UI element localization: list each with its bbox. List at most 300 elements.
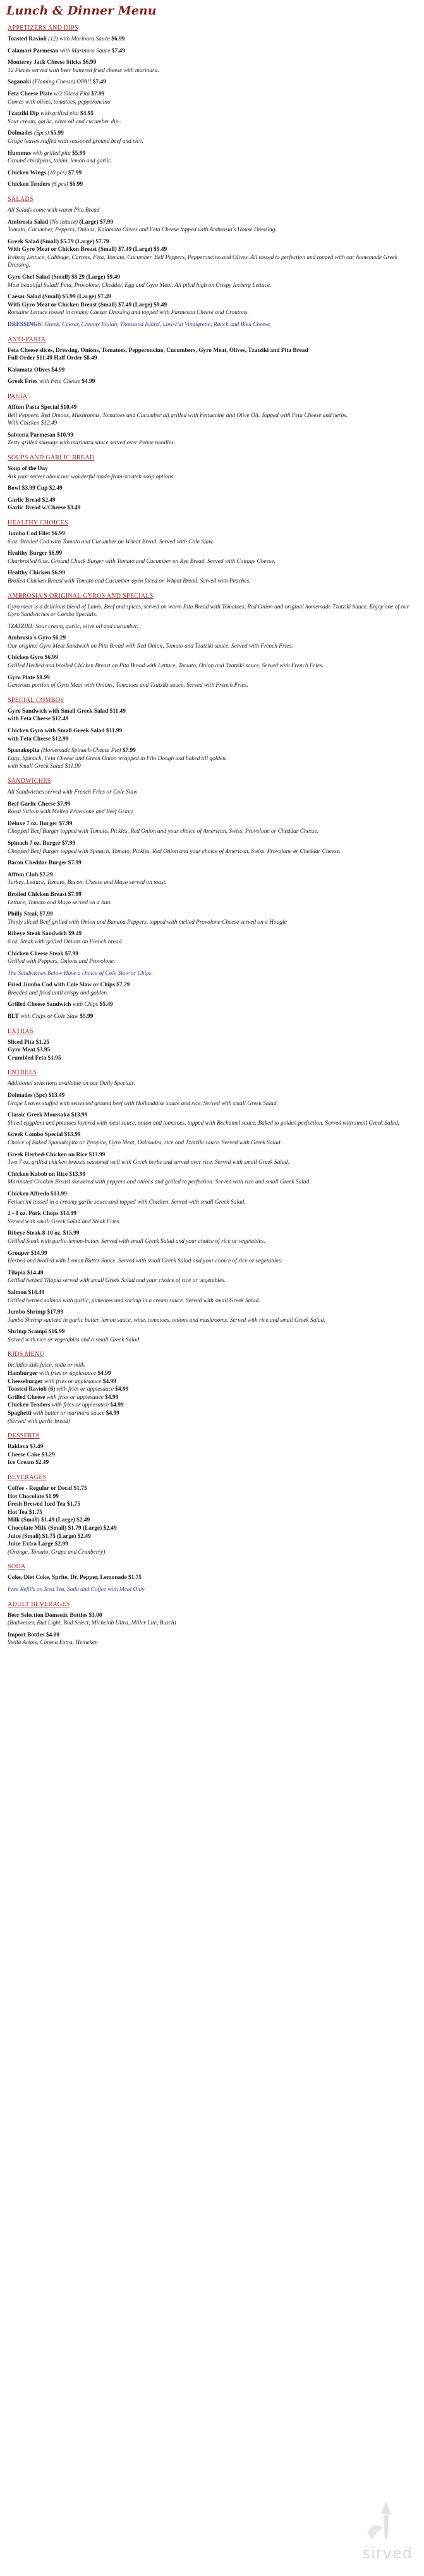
menu-item <box>8 1370 412 1378</box>
menu-item <box>8 497 412 512</box>
section-heading: BEVERAGES <box>8 1474 47 1481</box>
section-kids <box>8 1351 412 1425</box>
menu-item <box>8 1289 412 1305</box>
section-intro: All Sandwiches served with French Fries or Cole Slaw <box>8 789 138 795</box>
section-desserts <box>8 1432 412 1467</box>
item-price: $6.99 <box>69 181 83 188</box>
item-name: Feta Cheese slices, Dressing, Onions, Tomatoes, Pepperoncino, Cucumbers, Gyro Meat, Olives, Tzatziki and Pita Bread <box>8 347 308 354</box>
section-pasta <box>8 393 412 447</box>
item-description: Served with small Greek Salad and Steak Fries. <box>8 1218 121 1225</box>
section-intro: TZATZIKI: Sour cream, garlic, olive oil and cucumber. <box>8 623 138 630</box>
item-price: $4.99 <box>97 1370 111 1377</box>
item-description: Comes with olives, tomatoes, pepperoncino <box>8 99 111 106</box>
item-name: Saganaki <box>8 79 31 86</box>
item-name: Beef Garlic Cheese $7.99 <box>8 801 71 807</box>
item-price: $5.99 <box>72 150 86 157</box>
menu-item <box>8 1055 412 1063</box>
menu-item <box>8 820 412 836</box>
item-name: Beer Selection Domestic Bottles $3.00 <box>8 1612 102 1619</box>
menu-item <box>8 432 412 447</box>
item-description: Choice of Baked Spanakopita or Tyropita, Gyro Meat, Dolmades, rice and Tzatziki sauce. Served with Greek Salad. <box>8 1140 282 1146</box>
menu-item <box>8 930 412 946</box>
item-description: Two 7 oz. grilled chicken breasts seasoned well with Greek herbs and served over rice. Served with small Greek Salad. <box>8 1159 289 1166</box>
item-description: Romaine Lettuce tossed in creamy Caesar Dressing and topped with Parmesan Cheese and Croutons. <box>8 310 249 317</box>
menu-item <box>8 1631 412 1647</box>
menu-item <box>8 1533 412 1541</box>
item-name: Fresh Brewed Iced Tea $1.75 <box>8 1501 81 1508</box>
item-note: (Flaming Cheese) OPA!! <box>32 79 92 86</box>
item-description: Roast Sirloin with Melted Provolone and Beef Gravy. <box>8 809 135 816</box>
section-salads <box>8 196 412 329</box>
menu-item <box>8 1386 412 1394</box>
page-title: Lunch & Dinner Menu <box>6 4 157 18</box>
item-description: Turkey, Lettuce, Tomato, Bacon, Cheese and Mayo served on toast. <box>8 880 167 886</box>
item-price: $7.99 <box>91 90 105 97</box>
menu-item <box>8 1151 412 1167</box>
item-description: Ground chickpeas, tahini, lemon and garlic. <box>8 158 112 165</box>
item-name: Greek Combo Special $13.99 <box>8 1132 81 1139</box>
item-price: $4.99 <box>105 1394 119 1401</box>
item-price: $4.99 <box>106 1410 119 1417</box>
item-line2: with Feta Cheese $12.99 <box>8 735 69 742</box>
section-heading: ANTI-PASTA <box>8 336 46 343</box>
item-name: Hamburger <box>8 1370 38 1377</box>
item-description: Bell Peppers, Red Onions, Mushrooms, Tomatoes and Cucumber all grilled with Fettuccine and Olive Oil. Topped with Feta Cheese and herbs. <box>8 412 348 419</box>
menu-item <box>8 110 412 126</box>
item-description: Marinated Chicken Breast skewered with peppers and onions and grilled to perfection. Served with rice and small Greek Salad. <box>8 1179 311 1186</box>
item-name: Chicken Gyro $6.99 <box>8 655 58 662</box>
item-name: Chicken Tenders <box>8 1402 51 1409</box>
item-name: Grouper $14.99 <box>8 1250 47 1257</box>
item-name: Tilapia $14.49 <box>8 1269 44 1276</box>
item-description: 6 oz. Steak with grilled Onions on French bread. <box>8 938 123 945</box>
section-heading: HEALTHY CHOICES <box>8 519 68 526</box>
section-heading: APPETIZERS AND DIPS <box>8 25 78 32</box>
item-name: Cheeseburger <box>8 1378 43 1385</box>
item-name: Chocolate Milk (Small) $1.79 (Large) $2.49 <box>8 1525 117 1532</box>
item-name: Kalamata Olives <box>8 366 50 373</box>
item-note: with fries or applesauce <box>44 1378 102 1385</box>
soda-line: Coke, Diet Coke, Sprite, Dr. Pepper, Lemonade $1.75 <box>8 1575 142 1581</box>
item-name: BLT <box>8 1013 19 1020</box>
item-description: 6 oz. Broiled Cod with Tomato and Cucumber on Wheat Bread. Served with Cole Slaw. <box>8 538 214 545</box>
section-heading: SANDWICHES <box>8 778 51 785</box>
item-price: (Large) $7.99 <box>79 219 114 226</box>
item-note: with fries or applesauce <box>51 1402 109 1409</box>
item-note: with Chips or Cole Slaw <box>20 1013 78 1020</box>
item-description: Tomato, Cucumber, Peppers, Onions, Kalamata Olives and Feta Cheese topped with Ambrosia's House Dressing. <box>8 227 277 234</box>
menu-item <box>8 654 412 670</box>
section-note: Free Refills on Iced Tea, Soda and Coffee with Meal Only <box>8 1586 145 1593</box>
item-name: Shrimp Scampi $16.99 <box>8 1329 65 1336</box>
item-name: Fried Jumbo Cod with Cole Slaw or Chips $7.29 <box>8 982 130 989</box>
item-name: Coffee - Regular or Decaf $1.75 <box>8 1485 87 1492</box>
section-intro: Includes kids juice, soda or milk. <box>8 1362 86 1369</box>
menu-item <box>8 274 412 289</box>
menu-item <box>8 1250 412 1266</box>
menu-item <box>8 1046 412 1055</box>
menu-item <box>8 891 412 907</box>
item-list <box>8 465 412 512</box>
menu-item <box>8 1328 412 1344</box>
item-price: $7.49 <box>111 47 125 54</box>
item-name: Ice Cream $2.49 <box>8 1460 49 1466</box>
item-name: Gyro Sandwich with Small Greek Salad $11.49 <box>8 708 126 715</box>
menu-item <box>8 130 412 145</box>
section-combos <box>8 697 412 771</box>
item-name: Sliced Pita $1.25 <box>8 1039 49 1046</box>
item-line2: With Gyro Meat or Chicken Breast (Small) $7.49 (Large) $9.49 <box>8 301 167 308</box>
item-note: with butter or marinara sauce <box>33 1410 105 1417</box>
item-description: 12 Pieces served with beer battered fried cheese with marinara. <box>8 67 159 74</box>
menu-item <box>8 1509 412 1517</box>
item-name: Salmon $14.49 <box>8 1289 45 1296</box>
item-name: Greek Herbed-Chicken on Rice $13.99 <box>8 1151 106 1158</box>
item-note: with Chips <box>72 1001 99 1008</box>
menu-item <box>8 219 412 234</box>
item-list <box>8 1039 412 1063</box>
item-description: Breaded and fried until crispy and golden. <box>8 989 109 996</box>
dressings-label: DRESSINGS: <box>8 322 44 329</box>
menu-item <box>8 981 412 997</box>
menu-item <box>8 1171 412 1187</box>
item-note: (Orange, Tomato, Grape and Cranberry) <box>8 1549 106 1556</box>
item-description: Grilled Steak with garlic-lemon-butter. Served with small Greek Salad and your choice of rice or vegetables. <box>8 1238 265 1245</box>
menu-item <box>8 1451 412 1460</box>
item-note: with grilled pita <box>32 150 71 157</box>
item-name: Toasted Ravioli <box>8 36 47 42</box>
menu-item <box>8 1493 412 1501</box>
section-note: The Sandwiches Below Have a choice of Cole Slaw or Chips. <box>8 970 153 977</box>
section-healthy <box>8 519 412 586</box>
item-line2: with Feta Cheese $12.49 <box>8 716 69 723</box>
item-note: with Marinara Sauce <box>59 47 111 54</box>
item-name: Garlic Bread $2.49 <box>8 497 56 504</box>
item-extra: with Small Greek Salad $11.99 <box>8 763 81 770</box>
section-soda <box>8 1563 412 1593</box>
menu-item <box>8 1210 412 1226</box>
item-name: Broiled Chicken Breast $7.99 <box>8 891 82 898</box>
item-name: Toasted Ravioli (6) <box>8 1386 56 1393</box>
item-name: Affton Pasta Special $10.49 <box>8 404 77 411</box>
item-description: Broiled Chicken Breast with Tomato and Cucumber open faced on Wheat Bread. Served with Peaches. <box>8 577 251 584</box>
section-heading: ADULT BEVERAGES <box>8 1600 70 1608</box>
menu-item <box>8 727 412 743</box>
item-list <box>8 1485 412 1556</box>
menu-item <box>8 347 412 363</box>
menu-item <box>8 1378 412 1386</box>
menu-item <box>8 569 412 585</box>
item-name: Deluxe 7 oz. Burger $7.99 <box>8 820 73 827</box>
section-heading: EXTRAS <box>8 1027 33 1035</box>
item-description: Charbroiled 6 oz. Ground Chuck Burger with Tomato and Cucumber on Rye Bread. Served with Cottage Cheese. <box>8 558 276 565</box>
item-description: Most beautiful Salad! Feta, Provolone, Cheddar, Egg and Gyro Meat. All piled high on Crispy Iceberg Lettuce. <box>8 282 272 289</box>
item-list <box>8 219 412 318</box>
item-name: Spanakopita <box>8 747 40 754</box>
item-description: Thinly sliced Beef grilled with Onion and Banana Peppers, topped with melted Provolone Cheese served on a Hoagie <box>8 919 287 926</box>
menu-item <box>8 950 412 966</box>
item-description: Chopped Beef Burger topped with Tomato, Pickles, Red Onion and your choice of American, Swiss, Provolone or Cheddar Cheese. <box>8 828 319 835</box>
item-description: Grape leaves stuffed with seasoned ground beef and rice. <box>8 138 143 145</box>
menu-item <box>8 708 412 723</box>
menu-item <box>8 1410 412 1418</box>
menu-item <box>8 1612 412 1628</box>
section-appetizers <box>8 25 412 189</box>
menu-item <box>8 485 412 493</box>
item-description: Stella Artois, Corona Extra, Heineken <box>8 1640 98 1647</box>
item-note: (10 pcs) <box>47 169 67 176</box>
item-name: Jumbo Cod Filet $6.99 <box>8 530 65 537</box>
item-name: Cheese Cake $3.29 <box>8 1451 55 1458</box>
menu-item <box>8 404 412 428</box>
item-name: Calamari Parmesan <box>8 47 59 54</box>
item-list <box>8 1612 412 1647</box>
item-description: Iceberg Lettuce, Cabbage, Carrots, Feta, Tomato, Cucumber, Bell Peppers, Pepperoncino and Olives. All tossed to perfection and topped with our homemade Greek Dressing. <box>8 254 398 269</box>
item-description: Grilled Herbed and broiled Chicken Breast on Pita Bread with Lettuce, Tomato, Onion and Tzatziki sauce. Served with French Fries. <box>8 663 324 670</box>
item-name: Import Bottles $4.00 <box>8 1631 60 1638</box>
item-note: (Served with garlic bread) <box>8 1418 70 1425</box>
menu-item <box>8 78 412 87</box>
item-price: $4.99 <box>115 1386 129 1393</box>
item-note: with fries or applesauce <box>46 1394 104 1401</box>
item-name: Milk (Small) $1.49 (Large) $2.49 <box>8 1517 90 1524</box>
menu-item <box>8 871 412 887</box>
item-name: Chicken Kabob on Rice $13.99 <box>8 1171 86 1178</box>
menu-item <box>8 90 412 106</box>
item-price: $4.99 <box>51 366 65 373</box>
menu-item <box>8 1190 412 1206</box>
menu-item <box>8 1540 412 1549</box>
section-gyros <box>8 593 412 690</box>
menu-item <box>8 1111 412 1127</box>
item-description: Chopped Beef Burger topped with Spinach, Tomato, Pickles, Red Onion and your choice of American, Swiss, Provolone or Cheddar Cheese. <box>8 848 341 855</box>
item-description: Grilled herbed salmon with garlic, pimentos and shrimp in a cream sauce. Served with small Greek Salad. <box>8 1297 260 1304</box>
section-heading: DESSERTS <box>8 1432 40 1440</box>
menu-item <box>8 293 412 317</box>
menu-item <box>8 840 412 856</box>
menu-item <box>8 169 412 178</box>
item-note: (No lettuce) <box>49 219 78 226</box>
section-heading: SOUPS AND GARLIC BREAD <box>8 454 95 461</box>
item-name: Gyro Chef Salad (Small) $8.29 (Large) $9.49 <box>8 274 120 281</box>
item-name: Chicken Tenders <box>8 181 51 188</box>
item-description: Jumbo Shrimp sauteed in garlic butter, lemon sauce, wine, tomatoes, onions and mushrooms. Served with rice and small Greek Salad. <box>8 1317 325 1324</box>
section-heading: PASTA <box>8 393 28 400</box>
item-description: Our original Gyro Meat Sandwich on Pita Bread with Red Onion, Tomato and Tzatziki sauce. Served with French Fries. <box>8 643 293 650</box>
item-description: Eggs, Spinach, Feta Cheese and Green Onion wrapped in Filo Dough and baked till golden. <box>8 755 227 762</box>
item-name: Tzatziki Dip <box>8 111 39 118</box>
menu-item <box>8 47 412 56</box>
item-price: $4.99 <box>110 1402 124 1409</box>
item-list <box>8 35 412 189</box>
item-name: Greek Fries <box>8 378 38 385</box>
item-name: Caesar Salad (Small) $5.99 (Large) $7.49 <box>8 294 111 301</box>
item-name: Juice Extra Large $2.99 <box>8 1541 68 1548</box>
item-note: (5pcs) <box>33 130 49 137</box>
item-price: $7.49 <box>92 79 106 86</box>
item-description: Sour cream, garlic, olive oil and cucumber dip.. <box>8 118 122 125</box>
menu-item <box>8 1230 412 1245</box>
menu-item <box>8 1443 412 1451</box>
section-heading: SALADS <box>8 195 33 203</box>
item-line2: Full Order $11.49 Half Order $8.49 <box>8 355 97 362</box>
item-name: Classic Greek Moussaka $13.99 <box>8 1112 88 1119</box>
menu-item <box>8 465 412 481</box>
section-beverages <box>8 1474 412 1556</box>
item-name: Hummus <box>8 150 31 157</box>
item-note: (12) with Marinara Sauce <box>48 36 110 42</box>
menu-item <box>8 59 412 75</box>
item-name: Chicken Alfredo $13.99 <box>8 1190 67 1197</box>
item-price: $6.99 <box>111 36 125 42</box>
item-name: Affton Club $7.29 <box>8 871 53 878</box>
menu-item <box>8 859 412 868</box>
section-intro: All Salads come with warm Pita Bread <box>8 207 100 214</box>
item-name: Juice (Small) $1.75 (Large) $2.49 <box>8 1533 91 1540</box>
item-name: Healthy Chicken $6.99 <box>8 570 65 577</box>
item-name: Soup of the Day <box>8 465 48 472</box>
section-sandwiches <box>8 778 412 1021</box>
menu-item <box>8 1525 412 1533</box>
menu-item <box>8 1459 412 1467</box>
menu-item <box>8 1501 412 1509</box>
menu-item <box>8 1092 412 1108</box>
menu-content <box>0 25 412 1647</box>
item-price: $5.99 <box>50 130 64 137</box>
item-name: Ribeye Steak Sandwich $9.49 <box>8 931 82 938</box>
item-list <box>8 530 412 586</box>
item-list <box>8 347 412 386</box>
item-name: Hot Chocolate $1.99 <box>8 1493 59 1500</box>
item-name: Monterey Jack Cheese Sticks $6.99 <box>8 59 97 66</box>
item-description: Ask your server about our wonderful made-from-scratch soup options. <box>8 473 175 480</box>
item-description: Grilled with Peppers, Onions and Provolone. <box>8 958 116 965</box>
item-name: Gyro Plate $8.99 <box>8 674 50 681</box>
item-name: Dolmades <box>8 130 33 137</box>
menu-item <box>8 634 412 650</box>
item-list <box>8 404 412 447</box>
dressings-line <box>8 321 412 329</box>
item-name: Ribeye Steak 8-10 oz. $15.99 <box>8 1230 80 1237</box>
item-price: $7.99 <box>122 747 136 754</box>
item-description: Grape Leaves stuffed with seasoned ground beef with Hollandaise sauce and rice. Served with small Greek Salad. <box>8 1100 278 1107</box>
menu-item <box>8 150 412 166</box>
item-list <box>8 1092 412 1344</box>
menu-item <box>8 747 412 771</box>
watermark-text: sirved <box>362 2544 413 2562</box>
section-intro: Additional selections available on our Daily Specials. <box>8 1080 136 1087</box>
item-name: Feta Cheese Plate <box>8 90 52 97</box>
menu-item <box>8 366 412 375</box>
item-name: Grilled Cheese Sandwich <box>8 1001 71 1008</box>
section-intro: Gyro meat is a delicious blend of Lamb, Beef and spices, served on warm Pita Bread with Tomatoes, Red Onion and original homemade Tzatziki Sauce. Enjoy one of our Gyro Sandwiches or Combo Specials. <box>8 603 409 619</box>
item-line2: With Gyro Meat or Chicken Breast (Small) $7.49 (Large) $9.49 <box>8 246 167 253</box>
item-description: Lettuce, Tomato and Mayo served on a bun. <box>8 899 112 906</box>
section-heading: AMBROSIA'S ORIGINAL GYROS AND SPECIALS <box>8 592 154 600</box>
menu-item <box>8 674 412 690</box>
menu-item <box>8 801 412 816</box>
item-description: Grilled herbed Tilapia served with small Greek Salad and your choice of rice or vegetables. <box>8 1278 226 1285</box>
item-line2: Garlic Bread w/Cheese $3.49 <box>8 505 81 512</box>
section-adult <box>8 1601 412 1647</box>
item-price: $4.99 <box>82 378 95 385</box>
menu-item <box>8 1401 412 1410</box>
menu-item <box>8 1485 412 1493</box>
menu-item <box>8 1131 412 1147</box>
item-description: Zesty grilled sausage with marinara sauce served over Penne noodles. <box>8 440 176 447</box>
section-heading: SPECIAL COMBOS <box>8 696 64 704</box>
section-extras <box>8 1028 412 1063</box>
item-name: Ambrosia Salad <box>8 219 49 226</box>
menu-item <box>8 1001 412 1009</box>
item-description: Herbed and broiled with Lemon Butter Sauce. Served with small Greek Salad and your choice of rice or vegetables. <box>8 1258 282 1265</box>
item-name: Chicken Cheese Steak $7.99 <box>8 950 78 957</box>
item-name: Sabiccia Parmesan $10.99 <box>8 432 73 438</box>
item-name: Spinach 7 oz. Burger $7.99 <box>8 840 76 847</box>
dressings-list: Greek, Caesar, Creamy Italian, Thousand Island, Low-Fat Vinaigrette, Ranch and Bleu Cheese. <box>44 322 272 329</box>
menu-item <box>8 378 412 386</box>
item-name: Greek Salad (Small) $5.79 (Large) $7.79 <box>8 238 109 245</box>
item-description: Generous portion of Gyro Meat with Onions, Tomatoes and Tzatziki sauce. Served with French Fries. <box>8 682 248 689</box>
item-name: Philly Steak $7.99 <box>8 911 53 918</box>
item-name: Ambrosia's Gyro $6.29 <box>8 635 66 642</box>
item-name: Baklava $3.49 <box>8 1444 44 1451</box>
item-extra: With Chicken $12.49 <box>8 420 58 427</box>
item-name: Dolmades (5pc) $13.49 <box>8 1092 65 1099</box>
item-name: Grilled Cheese <box>8 1394 45 1401</box>
menu-item <box>8 1039 412 1047</box>
item-description: Fettuccini tossed in a creamy garlic sauce and topped with Chicken. Served with small Greek Salad. <box>8 1199 246 1206</box>
menu-item <box>8 181 412 189</box>
item-name: Jumbo Shrimp $17.99 <box>8 1309 64 1316</box>
section-heading: SODA <box>8 1563 26 1571</box>
item-note: with grilled pita <box>40 111 79 118</box>
section-heading: KIDS MENU <box>8 1351 44 1358</box>
item-price: $7.99 <box>68 169 82 176</box>
item-name: Healthy Burger $6.99 <box>8 550 63 557</box>
section-entrees <box>8 1069 412 1344</box>
menu-item <box>8 238 412 270</box>
menu-item <box>8 1418 412 1426</box>
item-note: (6 pcs) <box>51 181 68 188</box>
item-price: $5.49 <box>99 1001 113 1008</box>
item-list-2 <box>8 981 412 1020</box>
item-description: Served with rice or vegetables and a small Greek Salad. <box>8 1336 141 1343</box>
item-list <box>8 1370 412 1425</box>
section-soups <box>8 454 412 512</box>
menu-item <box>8 1394 412 1402</box>
item-name: Chicken Wings <box>8 169 46 176</box>
menu-item <box>8 35 412 44</box>
item-note: with Feta Cheese <box>39 378 80 385</box>
item-list <box>8 801 412 966</box>
menu-item <box>8 1309 412 1324</box>
section-heading: ENTREES <box>8 1069 37 1077</box>
section-antipasta <box>8 336 412 386</box>
item-price: $4.99 <box>102 1378 116 1385</box>
item-price: $5.99 <box>80 1013 94 1020</box>
item-name: Hot Tea $1.75 <box>8 1509 42 1516</box>
item-note: (Homemade Spinach-Cheese Pie) <box>40 747 121 754</box>
item-note: w/2 Sliced Pita <box>54 90 90 97</box>
item-description: (Budweiser, Bud Light, Bud Select, Michelob Ultra, Miller Lite, Busch) <box>8 1620 176 1627</box>
item-name: Bacon Cheddar Burger $7.99 <box>8 860 82 867</box>
menu-item <box>8 910 412 926</box>
item-description: Sliced eggplant and potatoes layered with meat sauce, onion and tomatoes, topped with Bechamel sauce. Baked to golden perfection. Served with small Greek Salad. <box>8 1120 400 1127</box>
menu-item <box>8 550 412 565</box>
item-name: 2 - 8 oz. Pork Chops $14.99 <box>8 1211 76 1218</box>
menu-item <box>8 1549 412 1557</box>
